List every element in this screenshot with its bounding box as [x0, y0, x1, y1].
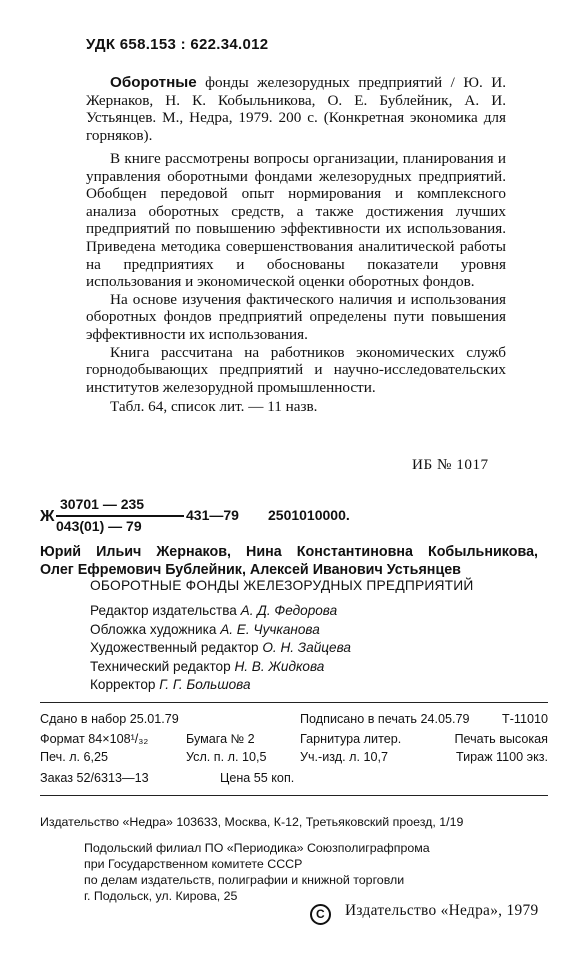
- print-order: Заказ 52/6313—13: [40, 771, 149, 785]
- annotation-paragraph-1: В книге рассмотрены вопросы организации, планирования и управления оборотными фондами железорудных предприятий. Обобщен передовой опыт нормирования и комплексного анализа оборотных средств, а также достижения лучших предприятий по повышению эффективности их использования. Приведена методика совершенствования аналитической работы на предприятиях и обоснованы показатели уровня использования и экономической оценки оборотных фондов.: [86, 150, 506, 291]
- divider-bottom: [40, 795, 548, 796]
- annotation: [86, 150, 506, 396]
- authors-line-2: Олег Ефремович Бублейник, Алексей Иванович Устьянцев: [40, 562, 461, 578]
- code-letter: Ж: [40, 508, 55, 525]
- printer-line: г. Подольск, ул. Кирова, 25: [84, 889, 238, 903]
- code-numerator: 30701 — 235: [60, 496, 145, 512]
- copyright: [310, 902, 538, 925]
- fraction-bar: [56, 515, 184, 517]
- staff-role: Редактор издательства: [90, 603, 237, 618]
- copyright-icon: C: [310, 904, 331, 925]
- staff-name: А. Д. Федорова: [240, 603, 338, 618]
- tables-note: Табл. 64, список лит. — 11 назв.: [110, 398, 318, 415]
- print-signed: Подписано в печать 24.05.79: [300, 712, 470, 726]
- authors-line-1: Юрий Ильич Жернаков, Нина Константиновна Кобыльникова,: [40, 544, 538, 560]
- staff-name: А. Е. Чучканова: [220, 621, 320, 637]
- code-denominator: 043(01) — 79: [56, 518, 142, 534]
- classification-code: [40, 496, 460, 542]
- copyright-text: Издательство «Недра», 1979: [345, 902, 539, 919]
- bibliographic-description: [86, 74, 506, 144]
- bibliographic-rest: фонды железорудных предприятий / Ю. И. Жернаков, Н. К. Кобыльникова, О. Е. Бублейник, А. И. Устьянцев. М., Недра, 1979. 200 с. (Конкретная экономика для горняков).: [86, 74, 506, 144]
- code-mid: 431—79: [186, 507, 239, 523]
- book-title-caps: ОБОРОТНЫЕ ФОНДЫ ЖЕЛЕЗОРУДНЫХ ПРЕДПРИЯТИЙ: [90, 578, 474, 593]
- publisher-address: Издательство «Недра» 103633, Москва, К-12, Третьяковский проезд, 1/19: [40, 815, 464, 829]
- annotation-paragraph-3: Книга рассчитана на работников экономических служб горнодобывающих предприятий и научно-исследовательских институтов железорудной промышленности.: [86, 343, 506, 396]
- printer-line: по делам издательств, полиграфии и книжной торговли: [84, 873, 405, 887]
- printer-line: Подольский филиал ПО «Периодика» Союзполиграфпрома: [84, 841, 430, 855]
- annotation-paragraph-2: На основе изучения фактического наличия и использования оборотных фондов предприятий определены пути повышения эффективности их использования.: [86, 290, 506, 343]
- print-price: Цена 55 коп.: [220, 771, 295, 785]
- print-run: Тираж 1100 экз.: [455, 750, 548, 764]
- print-printing: Печать высокая: [454, 732, 548, 746]
- staff-row: [90, 602, 351, 621]
- print-format: Формат 84×108¹/₃₂: [40, 732, 149, 746]
- print-pub-sheets: Уч.-изд. л. 10,7: [300, 750, 388, 764]
- staff-name: Н. В. Жидкова: [234, 658, 325, 674]
- printer-info: [84, 840, 430, 904]
- staff-name: Г. Г. Большова: [159, 677, 251, 692]
- print-sheets: Печ. л. 6,25: [40, 750, 109, 764]
- staff-role: Художественный редактор: [90, 640, 259, 655]
- code-right: 2501010000.: [268, 507, 350, 523]
- staff-role: Обложка художника: [90, 621, 217, 637]
- staff-row: [90, 639, 351, 658]
- staff-name: О. Н. Зайцева: [262, 640, 351, 655]
- staff-role: Технический редактор: [90, 658, 231, 674]
- divider-top: [40, 702, 548, 703]
- ib-number: ИБ № 1017: [412, 456, 489, 473]
- staff-row: [90, 676, 351, 695]
- print-paper: Бумага № 2: [186, 732, 255, 746]
- book-title-bold: Оборотные: [110, 74, 197, 91]
- print-t-code: Т-11010: [502, 712, 548, 726]
- staff-row: [90, 621, 351, 640]
- staff-role: Корректор: [90, 677, 156, 692]
- print-cond-sheets: Усл. п. л. 10,5: [186, 750, 267, 764]
- printer-line: при Государственном комитете СССР: [84, 857, 303, 871]
- print-typeface: Гарнитура литер.: [300, 732, 402, 746]
- staff-list: [90, 602, 351, 695]
- udk-code: УДК 658.153 : 622.34.012: [86, 36, 269, 53]
- print-sent: Сдано в набор 25.01.79: [40, 712, 179, 726]
- staff-row: [90, 658, 351, 677]
